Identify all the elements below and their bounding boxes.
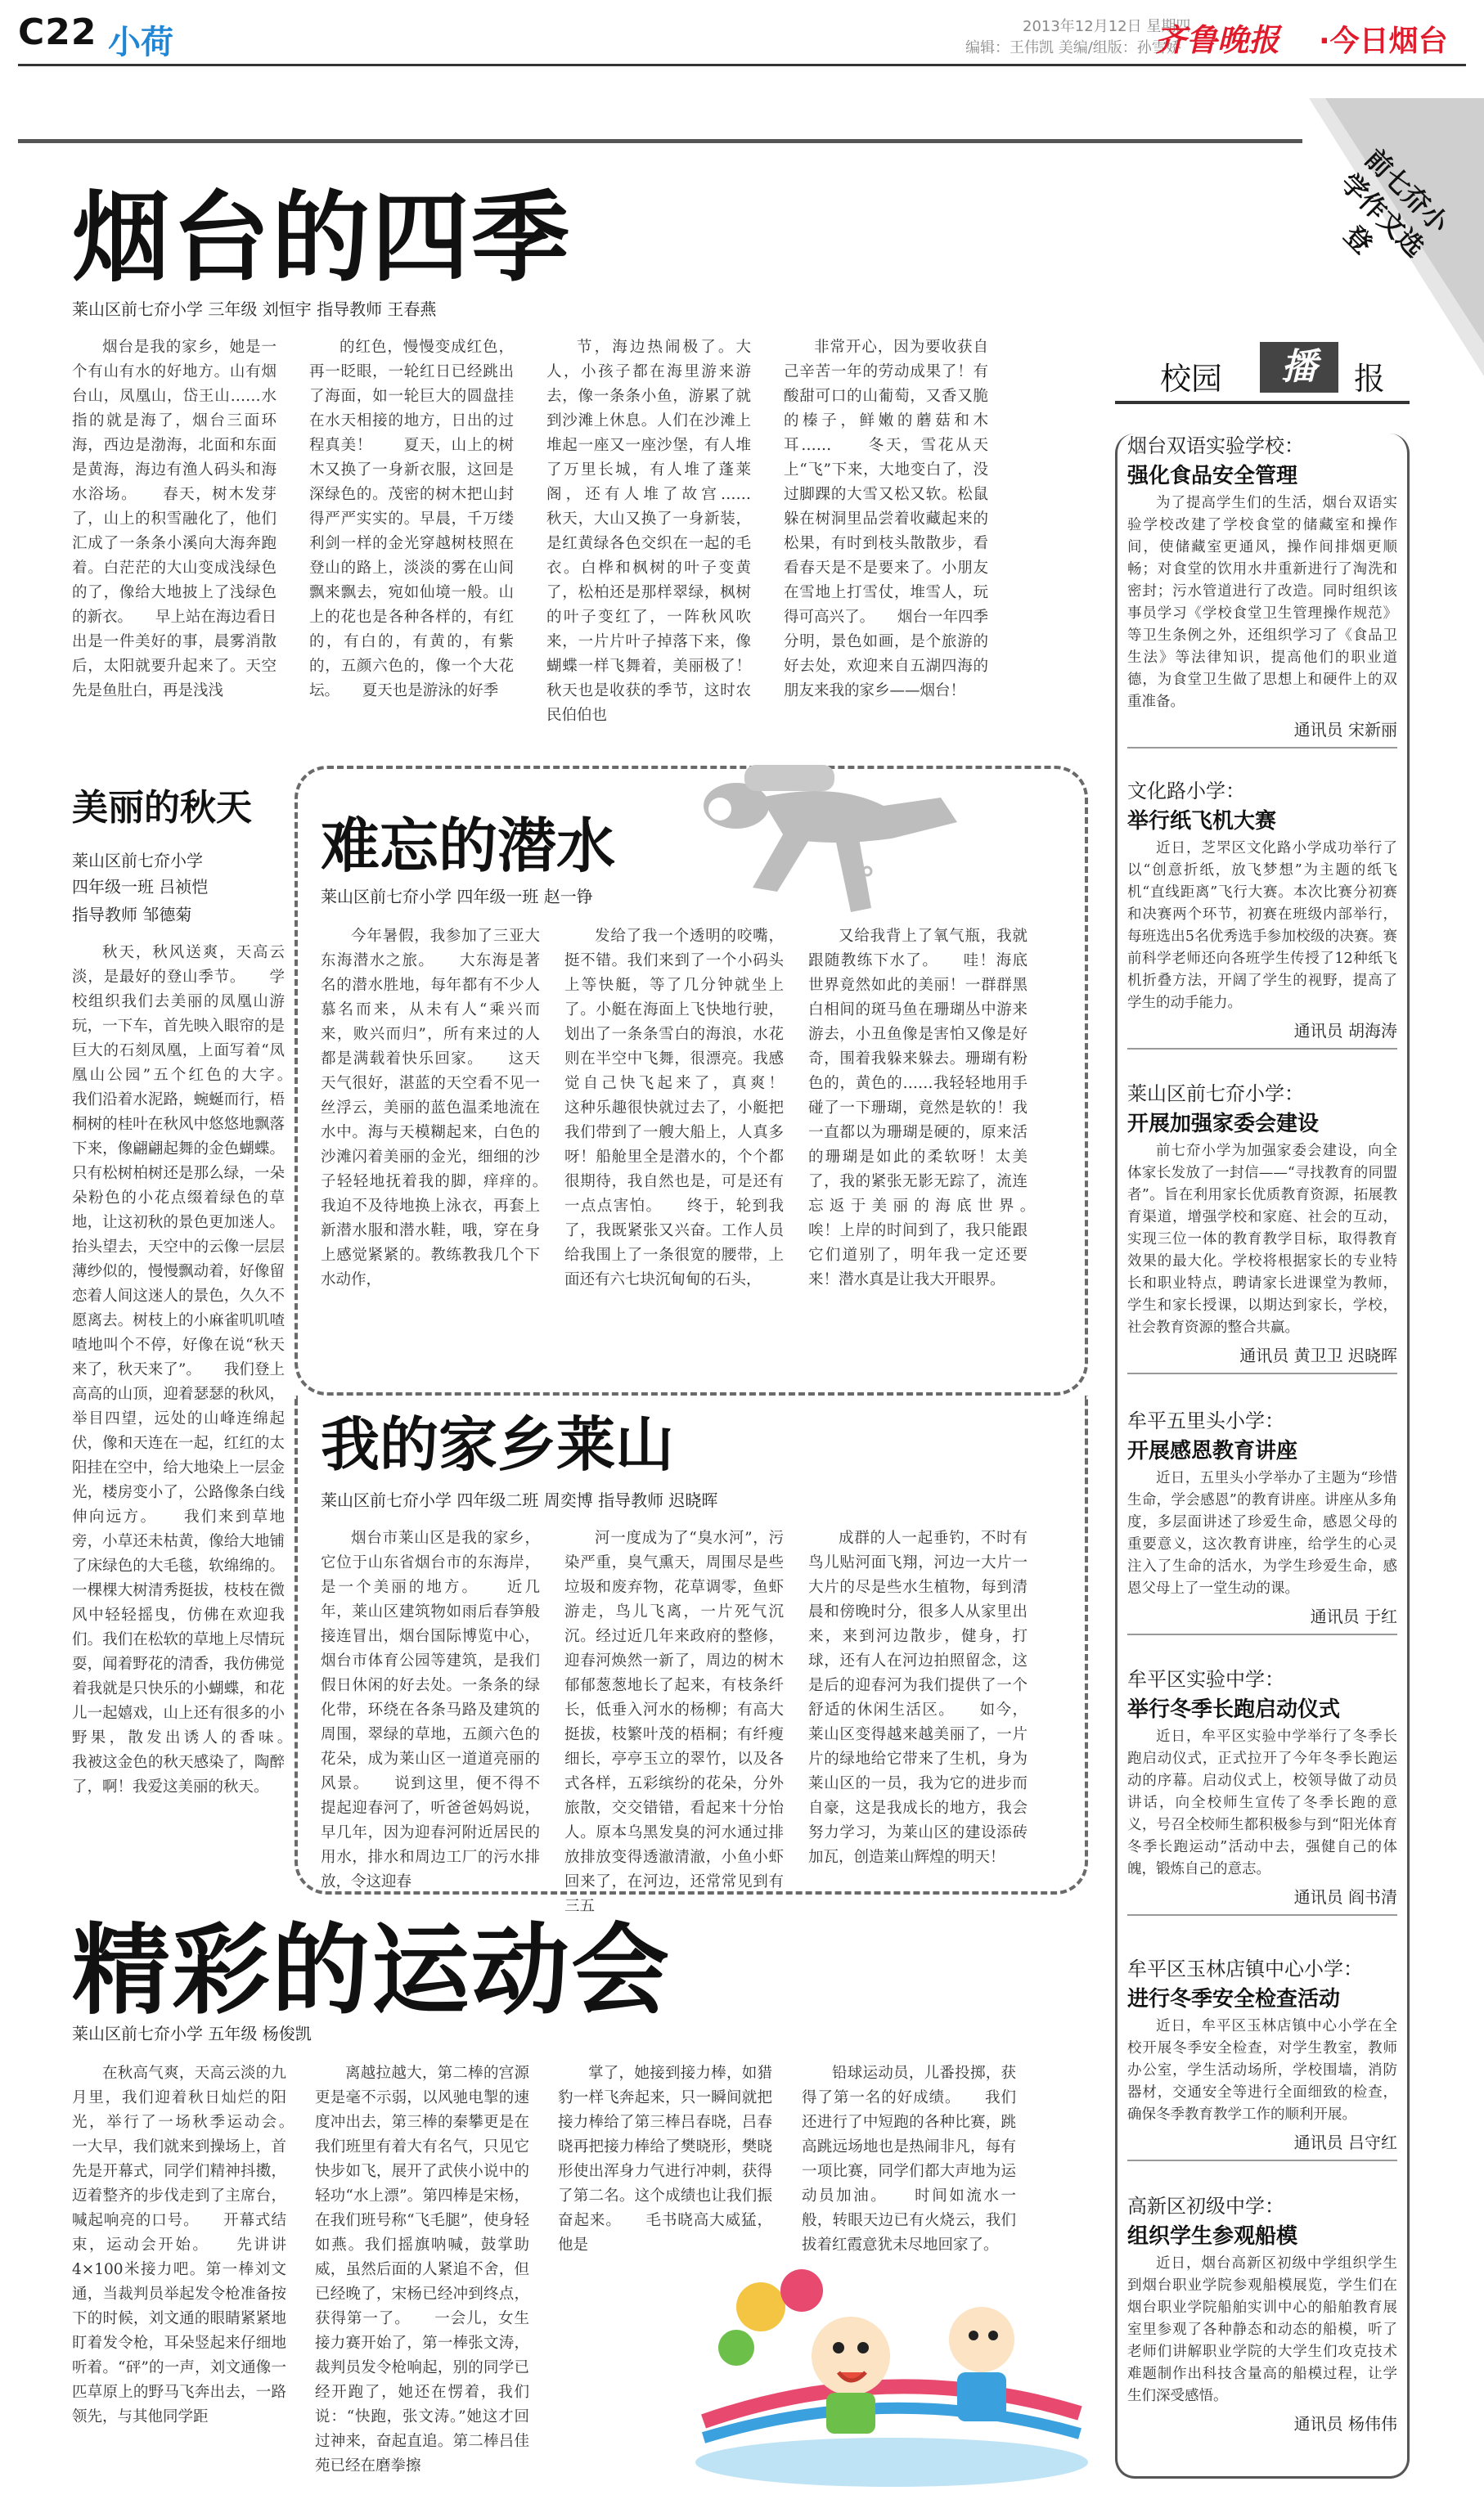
- news-byline: 通讯员 黄卫卫 迟晓晖: [1239, 1346, 1397, 1365]
- edition-name: ·今日烟台: [1319, 25, 1448, 58]
- news-byline: 通讯员 于红: [1310, 1607, 1397, 1626]
- news-item: [1127, 2192, 1397, 2434]
- article-column: 发给了我一个透明的咬嘴，挺不错。我们来到了一个小码头上等快艇，等了几分钟就坐上了。小艇在海面上飞快地行驶，划出了一条条雪白的海浪，水花则在半空中飞舞，很漂亮。我感觉自己快飞起来了，真爽！ 这种乐趣很快就过去了，小艇把我们带到了一艘大船上，人真多呀！船舱里全是潜水的，个个都很期待，我自然也是，可是还有一点点害怕。 终于，轮到我了，我既紧张又兴奋。工作人员给我围上了一条很宽的腰带，上面还有六七块沉甸甸的石头，: [564, 928, 815, 1288]
- news-source: 牟平区玉林店镇中心小学：: [1127, 1958, 1363, 1980]
- news-divider: [1127, 1048, 1397, 1050]
- article-column: 掌了，她接到接力棒，如猎豹一样飞奔起来，只一瞬间就把接力棒给了第三棒吕春晓，吕春晓再把接力棒给了樊晓形，樊晓形使出浑身力气进行冲刺，获得了第二名。这个成绩也让我们振奋起来。 毛书晓高大威猛，他是: [558, 2065, 772, 2254]
- sidebar-title-badge: 播: [1260, 342, 1338, 393]
- newspaper-brand: 齐鲁晚报: [1155, 21, 1280, 58]
- article-byline-four-seasons: 莱山区前七夼小学 三年级 刘恒宇 指导教师 王春燕: [72, 299, 437, 319]
- news-item: [1127, 1955, 1397, 2161]
- news-byline: 通讯员 胡海涛: [1293, 1021, 1397, 1041]
- news-item: [1127, 432, 1397, 748]
- news-body: 近日，烟台高新区初级中学组织学生到烟台职业学院参观船模展览，学生们在烟台职业学院船舶实训中心的船舶教育展室里参观了各种静态和动态的船模，听了老师们讲解职业学院的大学生们攻克技术难题制作出科技含量高的船模过程，让学生们深受感悟。: [1127, 2255, 1397, 2404]
- news-body: 近日，五里头小学举办了主题为“珍惜生命，学会感恩”的教育讲座。讲座从多角度，多层面讲述了珍爱生命，感恩父母的重要意义，这次教育讲座，给学生的心灵注入了生命的活水，为学生珍爱生命，感恩父母上了一堂生动的课。: [1127, 1470, 1397, 1597]
- news-item: [1127, 1407, 1397, 1635]
- news-body: 前七夼小学为加强家委会建设，向全体家长发放了一封信——“寻找教育的同盟者”。旨在利用家长优质教育资源，拓展教育渠道，增强学校和家庭、社会的互动，实现三位一体的教育教学目标，取得教育效果的最大化。学校将根据家长的专业特长和职业特点，聘请家长进课堂为教师，学生和家长授课，以期达到家长，学校，社会教育资源的整合共赢。: [1127, 1143, 1397, 1336]
- article-column: 烟台市莱山区是我的家乡，它位于山东省烟台市的东海岸，是一个美丽的地方。 近几年，莱山区建筑物如雨后春笋般接连冒出，烟台国际博览中心，烟台市体育公园等建筑，是我们假日休闲的好去处。一条条的绿化带，环绕在各条马路及建筑的周围，翠绿的草地，五颜六色的花朵，成为莱山区一道道亮丽的风景。 说到这里，便不得不提起迎春河了，听爸爸妈妈说，早几年，因为迎春河附近居民的用水，排水和周边工厂的污水排放，令这迎春: [321, 1530, 540, 1890]
- article-column: 非常开心，因为要收获自己辛苦一年的劳动成果了！有酸甜可口的山葡萄，又香又脆的榛子，鲜嫩的蘑菇和木耳…… 冬天，雪花从天上“飞”下来，大地变白了，没过脚踝的大雪又松又软。松鼠躲在树洞里品尝着收藏起来的松果，有时到枝头散散步，看看春天是不是要来了。小朋友在雪地上打雪仗，堆雪人，玩得可高兴了。 烟台一年四季分明，景色如画，是个旅游的好去处，欢迎来自五湖四海的朋友来我的家乡——烟台！: [784, 339, 988, 699]
- news-headline: 组织学生参观船模: [1127, 2224, 1298, 2249]
- news-byline: 通讯员 杨伟伟: [1293, 2414, 1397, 2434]
- news-item: [1127, 777, 1397, 1050]
- article-title-sports: 精彩的运动会: [72, 1914, 671, 2028]
- news-source: 烟台双语实验学校：: [1127, 434, 1304, 457]
- news-divider: [1127, 1914, 1397, 1916]
- article-column: 烟台是我的家乡，她是一个有山有水的好地方。山有烟台山，凤凰山，岱王山……水指的就是海了，烟台三面环海，西边是渤海，北面和东面是黄海，海边有渔人码头和海水浴场。 春天，树木发芽了，山上的积雪融化了，他们汇成了一条条小溪向大海奔跑着。白茫茫的大山变成浅绿色的了，像给大地披上了浅绿色的新衣。 早上站在海边看日出是一件美好的事，晨雾消散后，太阳就要升起来了。天空先是鱼肚白，再是浅浅: [72, 339, 277, 699]
- article-column: 铅球运动员，儿番投掷，获得了第一名的好成绩。 我们还进行了中短跑的各种比赛，跳高跳远场地也是热闹非凡，每有一项比赛，同学们都大声地为运动员加油。 时间如流水一般，转眼天边已有火烧云，我们拔着红霞意犹未尽地回家了。: [802, 2065, 1016, 2254]
- news-headline: 进行冬季安全检查活动: [1127, 1987, 1341, 2012]
- news-headline: 举行冬季长跑启动仪式: [1127, 1697, 1341, 1722]
- news-source: 牟平区实验中学：: [1127, 1668, 1284, 1691]
- article-byline-autumn-class: 四年级一班 吕祯恺: [72, 877, 209, 897]
- article-column: 节，海边热闹极了。大人，小孩子都在海里游来游去，像一条条小鱼，游累了就到沙滩上休息。人们在沙滩上堆起一座又一座沙堡，有人堆了万里长城，有人堆了蓬莱阁，还有人堆了故宫…… 秋天，大山又换了一身新装，是红黄绿各色交织在一起的毛衣。白桦和枫树的叶子变黄了，松柏还是那样翠绿，枫树的叶子变红了，一阵秋风吹来，一片片叶子掉落下来，像蝴蝶一样飞舞着，美丽极了！秋天也是收获的季节，这时农民伯伯也: [546, 339, 782, 724]
- news-source: 高新区初级中学：: [1127, 2195, 1284, 2218]
- article-title-autumn: 美丽的秋天: [72, 787, 252, 829]
- article-column: 秋天，秋风送爽，天高云淡，是最好的登山季节。 学校组织我们去美丽的凤凰山游玩，一下车，首先映入眼帘的是巨大的石刻凤凰，上面写着“凤凰山公园”五个红色的大字。 我们沿着水泥路，蜿蜒而行，梧桐树的桂叶在秋风中悠悠地飘落下来，像翩翩起舞的金色蝴蝶。只有松树柏树还是那么绿，一朵朵粉色的小花点缀着绿色的草地，让这初秋的景色更加迷人。抬头望去，天空中的云像一层层薄纱似的，慢慢飘动着，好像留恋着人间这迷人的景色，久久不愿离去。树枝上的小麻雀叽叽喳喳地叫个不停，好像在说“秋天来了，秋天来了”。 我们登上高高的山顶，迎着瑟瑟的秋风，举目四望，远处的山峰连绵起伏，像和天连在一起，红红的太阳挂在空中，给大地染上一层金光，楼房变小了，公路像条白线伸向远方。 我们来到草地旁，小草还未枯黄，像给大地铺了床绿色的大毛毯，软绵绵的。一棵棵大树清秀挺拔，枝枝在微风中轻轻摇曳，仿佛在欢迎我们。我们在松软的草地上尽情玩耍，闻着野花的清香，我仿佛觉着我就是只快乐的小蝴蝶，和花儿一起嬉戏，山上还有很多的小野果，散发出诱人的香味。 我被这金色的秋天感染了，陶醉了，啊！我爱这美丽的秋天。: [72, 944, 316, 1796]
- news-body: 近日，芝罘区文化路小学成功举行了以“创意折纸，放飞梦想”为主题的纸飞机“直线距离”飞行大赛。本次比赛分初赛和决赛两个环节，初赛在班级内部举行，每班选出5名优秀选手参加校级的决赛。赛前科学老师还向各班学生传授了12种纸飞机折叠方法，开阔了学生的视野，提高了学生的动手能力。: [1127, 840, 1397, 1011]
- article-column: 离越拉越大，第二棒的宫源更是毫不示弱，以风驰电掣的速度冲出去，第三棒的秦攀更是在我们班里有着大有名气，只见它快步如飞，展开了武侠小说中的轻功“水上漂”。第四棒是宋杨，在我们班号称“飞毛腿”，使身轻如燕。我们摇旗呐喊，鼓掌助威，虽然后面的人紧追不舍，但已经晚了，宋杨已经冲到终点，获得第一了。 一会儿，女生接力赛开始了，第一棒张文涛，裁判员发令枪响起，别的同学已经开跑了，她还在愣着，我们说：“快跑，张文涛。”她这才回过神来，奋起直追。第二棒吕佳苑已经在磨拳擦: [315, 2065, 529, 2475]
- sidebar-rule: [1115, 401, 1410, 404]
- news-item: [1127, 1666, 1397, 1916]
- article-byline-autumn-teacher: 指导教师 邹德菊: [72, 905, 192, 924]
- news-divider: [1127, 1373, 1397, 1374]
- top-rule: [18, 139, 1302, 143]
- article-column: 又给我背上了氧气瓶，我就跟随教练下水了。 哇！海底世界竟然如此的美丽！一群群黑白相间的斑马鱼在珊瑚丛中游来游去，小丑鱼像是害怕又像是好奇，围着我躲来躲去。珊瑚有粉色的，黄色的……我轻轻地用手碰了一下珊瑚，竟然是软的！我一直都以为珊瑚是硬的，原来活的珊瑚是如此的柔软呀！太美了，我的紧张无影无踪了，流连忘返于美丽的海底世界。 唉！上岸的时间到了，我只能跟它们道别了，明年我一定还要来！潜水真是让我大开眼界。: [808, 928, 1059, 1288]
- article-column: 的红色，慢慢变成红色，再一眨眼，一轮红日已经跳出了海面，如一轮巨大的圆盘挂在水天相接的地方，日出的过程真美！ 夏天，山上的树木又换了一身新衣服，这回是深绿色的。茂密的树木把山封得严严实实的。早晨，千万缕利剑一样的金光穿越树枝照在登山的路上，淡淡的雾在山间飘来飘去，宛如仙境一般。山上的花也是各种各样的，有红的，有白的，有黄的，有紫的，五颜六色的，像一个大花坛。 夏天也是游泳的好季: [309, 339, 514, 699]
- news-divider: [1127, 1634, 1397, 1635]
- article-title-diving: 难忘的潜水: [321, 811, 616, 880]
- page-number: C22: [18, 11, 97, 53]
- article-title-four-seasons: 烟台的四季: [72, 182, 571, 295]
- news-byline: 通讯员 宋新丽: [1293, 720, 1397, 740]
- news-byline: 通讯员 吕守红: [1293, 2133, 1397, 2152]
- news-headline: 开展加强家委会建设: [1127, 1112, 1320, 1136]
- article-column: 在秋高气爽，天高云淡的九月里，我们迎着秋日灿烂的阳光，举行了一场秋季运动会。 一大早，我们就来到操场上，首先是开幕式，同学们精神抖擞，迈着整齐的步伐走到了主席台，喊起响亮的口号。 开幕式结束，运动会开始。 先讲讲4×100米接力吧。第一棒刘文通，当裁判员举起发令枪准备按下的时候，刘文通的眼睛紧紧地盯着发令枪，耳朵竖起来仔细地听着。“砰”的一声，刘文通像一匹草原上的野马飞奔出去，一路领先，与其他同学距: [72, 2065, 317, 2425]
- news-source: 莱山区前七夼小学：: [1127, 1082, 1304, 1105]
- children-running-illustration: [687, 2258, 1096, 2487]
- sidebar-title-part1: 校园: [1160, 361, 1223, 397]
- article-column: 河一度成为了“臭水河”，污染严重，臭气熏天，周围尽是些垃圾和废弃物，花草调零，鱼虾游走，鸟儿飞离，一片死气沉沉。经过近几年来政府的整修，迎春河焕然一新了，周边的树木郁郁葱葱地长了起来，有枝条纤长，低垂入河水的杨柳；有高大挺拔，枝繁叶茂的梧桐；有纤瘦细长，亭亭玉立的翠竹，以及各式各样，五彩缤纷的花朵，分外旅散，交交错错，看起来十分怡人。原本乌黑发臭的河水通过排放排放变得透澈清澈，小鱼小虾回来了，在河边，还常常见到有三五: [564, 1530, 784, 1915]
- article-byline-autumn: 莱山区前七夼小学: [72, 851, 203, 870]
- news-headline: 举行纸飞机大赛: [1127, 809, 1277, 834]
- news-source: 牟平五里头小学：: [1127, 1409, 1284, 1432]
- section-name: 小荷: [108, 24, 173, 61]
- article-column: 今年暑假，我参加了三亚大东海潜水之旅。 大东海是著名的潜水胜地，每年都有不少人慕名而来，从未有人“乘兴而来，败兴而归”，所有来过的人都是满载着快乐回家。 这天天气很好，湛蓝的天空看不见一丝浮云，美丽的蓝色温柔地流在水中。海与天模糊起来，白色的沙滩闪着美丽的金光，细细的沙子轻轻地抚着我的脚，痒痒的。 我迫不及待地换上泳衣，再套上新潜水服和潜水鞋，哦，穿在身上感觉紧紧的。教练教我几个下水动作，: [321, 928, 571, 1288]
- issue-date: 2013年12月12日 星期四: [1023, 18, 1191, 35]
- article-byline-sports: 莱山区前七夼小学 五年级 杨俊凯: [72, 2024, 312, 2043]
- header-rule: [18, 64, 1466, 66]
- corner-banner-text: 前七夼小学作文选登: [1334, 142, 1455, 263]
- news-body: 近日，牟平区实验中学举行了冬季长跑启动仪式，正式拉开了今年冬季长跑运动的序幕。启动仪式上，校领导做了动员讲话，向全校师生宣传了冬季长跑的意义，号召全校师生都积极参与到“阳光体育冬季长跑运动”活动中去，强健自己的体魄，锻炼自己的意志。: [1127, 1729, 1397, 1877]
- article-title-hometown: 我的家乡莱山: [321, 1410, 675, 1479]
- news-source: 文化路小学：: [1127, 780, 1245, 802]
- news-item: [1127, 1080, 1397, 1374]
- article-byline-hometown: 莱山区前七夼小学 四年级二班 周奕博 指导教师 迟晓晖: [321, 1490, 718, 1510]
- news-body: 近日，牟平区玉林店镇中心小学在全校开展冬季安全检查，对学生教室，教师办公室，学生活动场所，学校围墙，消防器材，交通安全等进行全面细致的检查，确保冬季教育教学工作的顺利开展。: [1127, 2018, 1397, 2123]
- news-headline: 开展感恩教育讲座: [1127, 1439, 1298, 1463]
- news-byline: 通讯员 阎书清: [1293, 1887, 1397, 1907]
- article-column: 成群的人一起垂钓，不时有鸟儿贴河面飞翔，河边一大片一大片的尽是些水生植物，每到清晨和傍晚时分，很多人从家里出来，来到河边散步，健身，打球，还有人在河边拍照留念，这是后的迎春河为我们提供了一个舒适的休闲生活区。 如今，莱山区变得越来越美丽了，一片片的绿地给它带来了生机，身为莱山区的一员，我为它的进步而自豪，这是我成长的地方，我会努力学习，为莱山区的建设添砖加瓦，创造莱山辉煌的明天！: [808, 1530, 1028, 1866]
- editor-credits: 编辑：王伟凯 美编/组版：孙雪娇: [965, 39, 1181, 56]
- sidebar-title-part2: 报: [1354, 361, 1386, 397]
- news-headline: 强化食品安全管理: [1127, 464, 1298, 488]
- news-body: 为了提高学生们的生活，烟台双语实验学校改建了学校食堂的储藏室和操作间，使储藏室更通风，操作间排烟更顺畅；对食堂的饮用水井重新进行了淘洗和密封；污水管道进行了改造。同时组织该事员学习《学校食堂卫生管理操作规范》等卫生条例之外，还组织学习了《食品卫生法》等法律知识，提高他们的职业道德，为食堂卫生做了思想上和硬件上的双重准备。: [1127, 495, 1397, 710]
- news-divider: [1127, 2160, 1397, 2161]
- news-divider: [1127, 747, 1397, 748]
- article-byline-diving: 莱山区前七夼小学 四年级一班 赵一铮: [321, 887, 593, 906]
